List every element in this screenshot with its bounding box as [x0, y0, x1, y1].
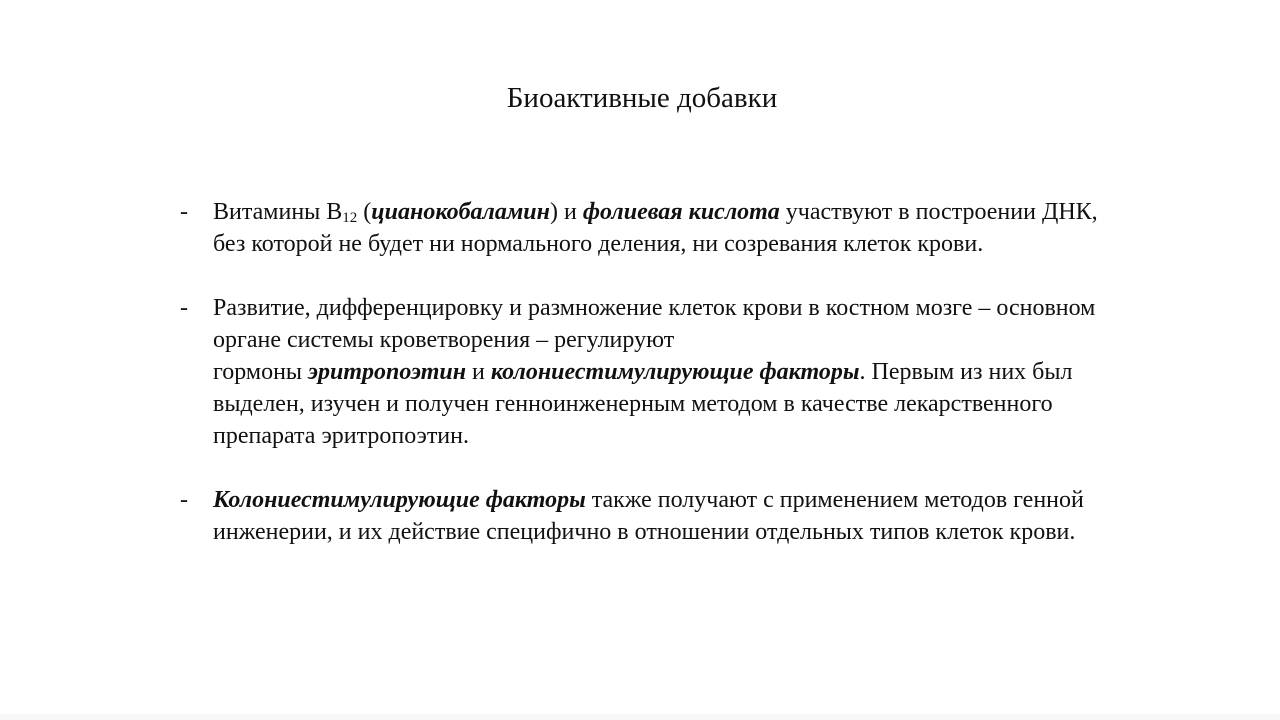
- term-erythropoietin: эритропоэтин: [308, 359, 467, 385]
- bullet-text: ) и: [549, 199, 583, 225]
- term-csf: колониестимулирующие факторы: [490, 359, 860, 385]
- bullet-vitamins: [180, 196, 1120, 260]
- bullet-text: Витамины В: [213, 199, 343, 225]
- term-cyanocobalamin: цианокобаламин: [371, 199, 550, 225]
- bullet-list: [180, 196, 1120, 580]
- bullet-text: гормоны: [213, 359, 309, 385]
- bullet-text: также получают с применением методов генной инженерии, и их действие специфично в отношении отдельных типов клеток крови.: [213, 487, 1084, 545]
- bullet-text: и: [466, 359, 491, 385]
- bullet-dash: -: [180, 487, 188, 513]
- subscript-12: 12: [342, 210, 358, 226]
- bullet-csf: [180, 484, 1120, 548]
- slide-title: Биоактивные добавки: [506, 82, 778, 114]
- bullet-dash: -: [180, 295, 188, 321]
- bullet-text: . Первым из них был выделен, изучен и получен генноинженерным методом в качестве лекарственного препарата эритропоэтин.: [213, 359, 1073, 449]
- term-folic-acid: фолиевая кислота: [582, 199, 780, 225]
- bullet-hematopoiesis: [180, 292, 1120, 452]
- bullet-text: Развитие, дифференцировку и размножение клеток крови в костном мозге – основном органе системы кроветворения – регулируют: [213, 295, 1096, 353]
- bullet-text: участвуют в построении ДНК, без которой не будет ни нормального деления, ни созревания клеток крови.: [213, 199, 1098, 257]
- term-csf-heading: Колониестимулирующие факторы: [213, 487, 586, 513]
- bullet-text: (: [357, 199, 372, 225]
- bottom-edge: [0, 714, 1280, 720]
- bullet-dash: -: [180, 199, 188, 225]
